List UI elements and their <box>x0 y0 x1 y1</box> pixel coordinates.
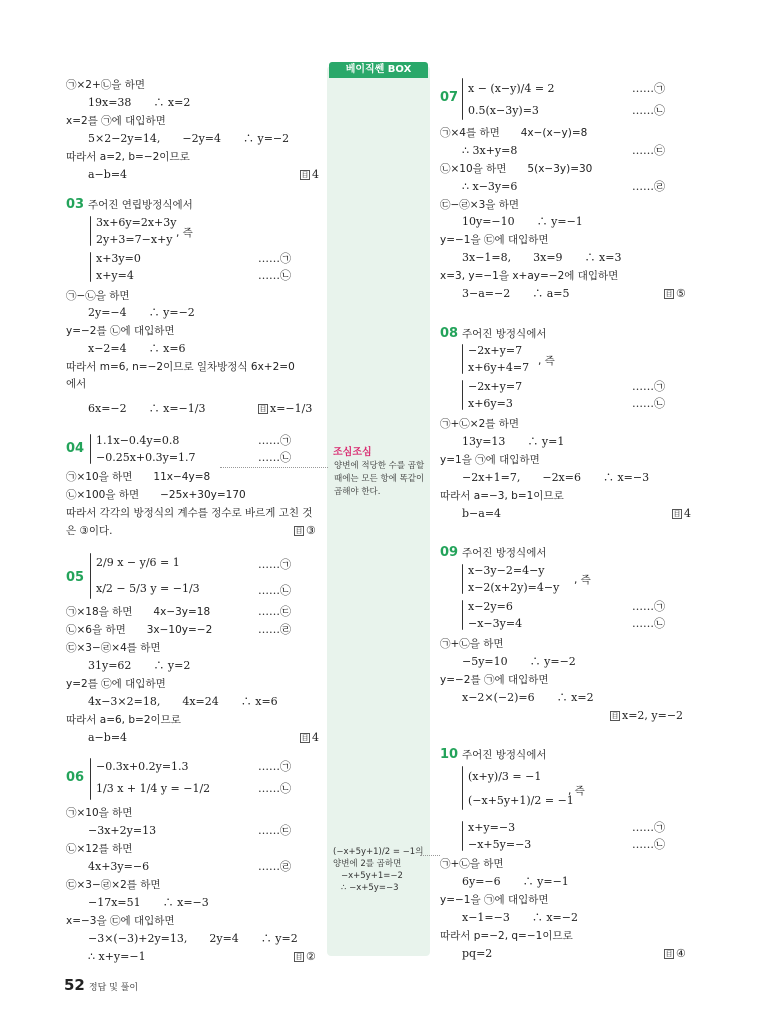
answer-mark-icon: 目 <box>611 712 619 720</box>
text-line: ㉠−㉡을 하면 <box>66 290 130 302</box>
math-line: 4x−3×2=18, 4x=24 ∴ x=6 <box>88 695 278 708</box>
brace <box>90 252 91 282</box>
math-line: pq=2 <box>462 947 493 960</box>
brace <box>462 564 463 594</box>
text-line: 주어진 방정식에서 <box>462 547 547 559</box>
box-title: 베이직쎈 BOX <box>329 62 428 78</box>
math-line: a−b=4 <box>88 168 128 181</box>
text-line: ㉡×10을 하면 5(x−3y)=30 <box>440 163 593 175</box>
math-line: 2y+3=7−x+y <box>96 233 173 246</box>
math-line: 6y=−6 ∴ y=−1 <box>462 875 569 888</box>
brace <box>462 821 463 851</box>
math-line: 4x+3y=−6 <box>88 860 150 873</box>
math-line: x+y=−3 <box>468 821 516 834</box>
math-line: −2x+1=7, −2x=6 ∴ x=−3 <box>462 471 650 484</box>
text-line: 따라서 a=−3, b=1이므로 <box>440 490 564 502</box>
label-mark: ……㉡ <box>258 451 291 464</box>
math-line: ∴ x+y=−1 <box>88 950 146 963</box>
math-line: 6x=−2 ∴ x=−1/3 <box>88 402 206 415</box>
answer-mark-icon: 目 <box>295 527 303 535</box>
math-line: −x−3y=4 <box>468 617 523 630</box>
label-mark: ……㉠ <box>258 760 291 773</box>
math-line: −17x=51 ∴ x=−3 <box>88 896 209 909</box>
label-mark: ……㉡ <box>258 269 291 282</box>
math-line: 1.1x−0.4y=0.8 <box>96 434 180 447</box>
divider <box>220 467 328 468</box>
text-line: ㉡×12를 하면 <box>66 843 133 855</box>
math-line: −3x+2y=13 <box>88 824 157 837</box>
label-mark: ……㉡ <box>632 838 665 851</box>
label-mark: ……㉠ <box>258 252 291 265</box>
text-line: y=−2를 ㉠에 대입하면 <box>440 674 549 686</box>
answer-mark-icon: 目 <box>665 950 673 958</box>
math-line: 2y=−4 ∴ y=−2 <box>88 306 195 319</box>
math-line: (x+y)/3 = −1 <box>468 770 542 783</box>
math-line: x−2=4 ∴ x=6 <box>88 342 186 355</box>
label-mark: ……㉡ <box>632 617 665 630</box>
math-line: −3×(−3)+2y=13, 2y=4 ∴ y=2 <box>88 932 298 945</box>
label-mark: ……㉢ <box>258 605 291 618</box>
text-line: ㉡×6을 하면 3x−10y=−2 <box>66 624 213 636</box>
text-line: x=2를 ㉠에 대입하면 <box>66 115 166 127</box>
answer: 目 ② <box>295 950 316 963</box>
answer-mark-icon: 目 <box>259 405 267 413</box>
brace <box>462 600 463 630</box>
math-line: −2x+y=7 <box>468 380 523 393</box>
answer-mark-icon: 目 <box>673 510 681 518</box>
label-mark: ……㉠ <box>632 82 665 95</box>
label-mark: ……㉠ <box>632 821 665 834</box>
math-line: (−x+5y+1)/2 = −1 <box>468 794 574 807</box>
brace <box>90 434 91 464</box>
math-line: x−1=−3 ∴ x=−2 <box>462 911 578 924</box>
answer: 目 ⑤ <box>665 287 686 300</box>
math-line: 2/9 x − y/6 = 1 <box>96 556 180 569</box>
text-line: ㉢−㉣×3을 하면 <box>440 199 520 211</box>
tip-note-line: −x+5y+1=−2 <box>341 871 403 881</box>
problem-number: 09 <box>440 545 459 560</box>
answer-mark-icon: 目 <box>295 953 303 961</box>
text-line: , 즉 <box>568 785 585 797</box>
basic-box-panel <box>327 66 430 956</box>
answer: 目 4 <box>673 507 691 520</box>
problem-number: 05 <box>66 570 85 585</box>
brace <box>462 766 463 810</box>
math-line: x−2y=6 <box>468 600 513 613</box>
math-line: x+y=4 <box>96 269 134 282</box>
label-mark: ……㉠ <box>258 434 291 447</box>
answer-mark-icon: 目 <box>301 171 309 179</box>
math-line: ∴ x−3y=6 <box>462 180 518 193</box>
page-footer <box>64 975 138 994</box>
math-line: a−b=4 <box>88 731 128 744</box>
math-line: ∴ 3x+y=8 <box>462 144 518 157</box>
problem-number: 03 <box>66 197 85 212</box>
brace <box>90 758 91 800</box>
text-line: ㉠+㉡을 하면 <box>440 858 504 870</box>
tip-note-line: ∴ −x+5y=−3 <box>341 883 399 893</box>
tip-title: 조심조심 <box>333 447 372 458</box>
math-line: 3x−1=8, 3x=9 ∴ x=3 <box>462 251 622 264</box>
text-line: ㉠+㉡×2를 하면 <box>440 418 520 430</box>
brace <box>462 380 463 410</box>
math-line: −0.3x+0.2y=1.3 <box>96 760 189 773</box>
text-line: y=−1을 ㉢에 대입하면 <box>440 234 549 246</box>
math-line: x+6y+4=7 <box>468 361 530 374</box>
tip-note <box>333 846 427 894</box>
text-line: y=1을 ㉠에 대입하면 <box>440 454 540 466</box>
math-line: b−a=4 <box>462 507 502 520</box>
answer: 目 ③ <box>295 524 316 537</box>
math-line: x−3y−2=4−y <box>468 564 545 577</box>
problem-number: 07 <box>440 90 459 105</box>
text-line: ㉠×18을 하면 4x−3y=18 <box>66 606 211 618</box>
math-line: x+6y=3 <box>468 397 513 410</box>
text-line: ㉠×2+㉡을 하면 <box>66 79 146 91</box>
label-mark: ……㉠ <box>632 600 665 613</box>
math-line: x − (x−y)/4 = 2 <box>468 82 555 95</box>
label-mark: ……㉡ <box>632 104 665 117</box>
math-line: −0.25x+0.3y=1.7 <box>96 451 196 464</box>
math-line: 3−a=−2 ∴ a=5 <box>462 287 570 300</box>
text-line: y=−2를 ㉡에 대입하면 <box>66 325 175 337</box>
math-line: x−2×(−2)=6 ∴ x=2 <box>462 691 594 704</box>
answer: 目 x=2, y=−2 <box>611 709 684 722</box>
math-line: −5y=10 ∴ y=−2 <box>462 655 576 668</box>
math-line: 0.5(x−3y)=3 <box>468 104 539 117</box>
answer-mark-icon: 目 <box>665 290 673 298</box>
label-mark: ……㉣ <box>632 180 665 193</box>
math-line: 1/3 x + 1/4 y = −1/2 <box>96 782 211 795</box>
text-line: , 즉 <box>176 227 193 239</box>
text-line: ㉡×100을 하면 −25x+30y=170 <box>66 489 246 501</box>
text-line: 따라서 a=2, b=−2이므로 <box>66 151 190 163</box>
tip-note-line: (−x+5y+1)/2 = −1의 <box>333 847 424 857</box>
answer-mark-icon: 目 <box>301 734 309 742</box>
answer: 目 4 <box>301 168 319 181</box>
text-line: ㉠×10을 하면 11x−4y=8 <box>66 471 211 483</box>
text-line: , 즉 <box>574 574 591 586</box>
text-line: y=2를 ㉢에 대입하면 <box>66 678 166 690</box>
text-line: 따라서 각각의 방정식의 계수를 정수로 바르게 고친 것 <box>66 507 313 519</box>
label-mark: ……㉡ <box>258 782 291 795</box>
problem-number: 10 <box>440 747 459 762</box>
label-mark: ……㉠ <box>632 380 665 393</box>
text-line: 따라서 a=6, b=2이므로 <box>66 714 181 726</box>
text-line: y=−1을 ㉠에 대입하면 <box>440 894 549 906</box>
footer-label: 정답 및 풀이 <box>88 983 139 993</box>
text-line: 주어진 방정식에서 <box>462 328 547 340</box>
text-line: , 즉 <box>538 355 555 367</box>
math-line: 10y=−10 ∴ y=−1 <box>462 215 583 228</box>
page-number: 52 <box>64 976 85 994</box>
text-line: ㉢×3−㉣×4를 하면 <box>66 642 161 654</box>
text-line: 에서 <box>66 378 87 390</box>
brace <box>90 216 91 246</box>
label-mark: ……㉢ <box>632 144 665 157</box>
problem-number: 08 <box>440 326 459 341</box>
math-line: x−2(x+2y)=4−y <box>468 581 560 594</box>
text-line: ㉠+㉡을 하면 <box>440 638 504 650</box>
brace <box>90 553 91 599</box>
math-line: 3x+6y=2x+3y <box>96 216 177 229</box>
text-line: x=−3을 ㉢에 대입하면 <box>66 915 175 927</box>
label-mark: ……㉣ <box>258 860 291 873</box>
brace <box>462 344 463 374</box>
brace <box>462 78 463 120</box>
math-line: x+3y=0 <box>96 252 141 265</box>
label-mark: ……㉢ <box>258 824 291 837</box>
text-line: ㉠×4를 하면 4x−(x−y)=8 <box>440 127 588 139</box>
text-line: 주어진 연립방정식에서 <box>88 199 193 211</box>
text-line: 은 ③이다. <box>66 525 113 537</box>
tip-text: 양변에 적당한 수를 곱할 때에는 모든 항에 똑같이 곱해야 한다. <box>334 461 425 497</box>
text-line: 따라서 p=−2, q=−1이므로 <box>440 930 573 942</box>
label-mark: ……㉠ <box>258 558 291 571</box>
answer: 目 x=−1/3 <box>259 402 313 415</box>
text-line: x=3, y=−1을 x+ay=−2에 대입하면 <box>440 270 619 282</box>
problem-number: 04 <box>66 441 85 456</box>
math-line: −x+5y=−3 <box>468 838 532 851</box>
math-line: 31y=62 ∴ y=2 <box>88 659 191 672</box>
problem-number: 06 <box>66 770 85 785</box>
math-line: 5×2−2y=14, −2y=4 ∴ y=−2 <box>88 132 290 145</box>
text-line: ㉢×3−㉣×2를 하면 <box>66 879 161 891</box>
text-line: ㉠×10을 하면 <box>66 807 133 819</box>
math-line: x/2 − 5/3 y = −1/3 <box>96 582 200 595</box>
text-line: 따라서 m=6, n=−2이므로 일차방정식 6x+2=0 <box>66 361 295 373</box>
math-line: −2x+y=7 <box>468 344 523 357</box>
tip-note-line: 양변에 2를 곱하면 <box>333 859 402 869</box>
label-mark: ……㉡ <box>632 397 665 410</box>
math-line: 13y=13 ∴ y=1 <box>462 435 565 448</box>
label-mark: ……㉣ <box>258 623 291 636</box>
math-line: 19x=38 ∴ x=2 <box>88 96 191 109</box>
label-mark: ……㉡ <box>258 584 291 597</box>
answer: 目 4 <box>301 731 319 744</box>
text-line: 주어진 방정식에서 <box>462 749 547 761</box>
answer: 目 ④ <box>665 947 686 960</box>
